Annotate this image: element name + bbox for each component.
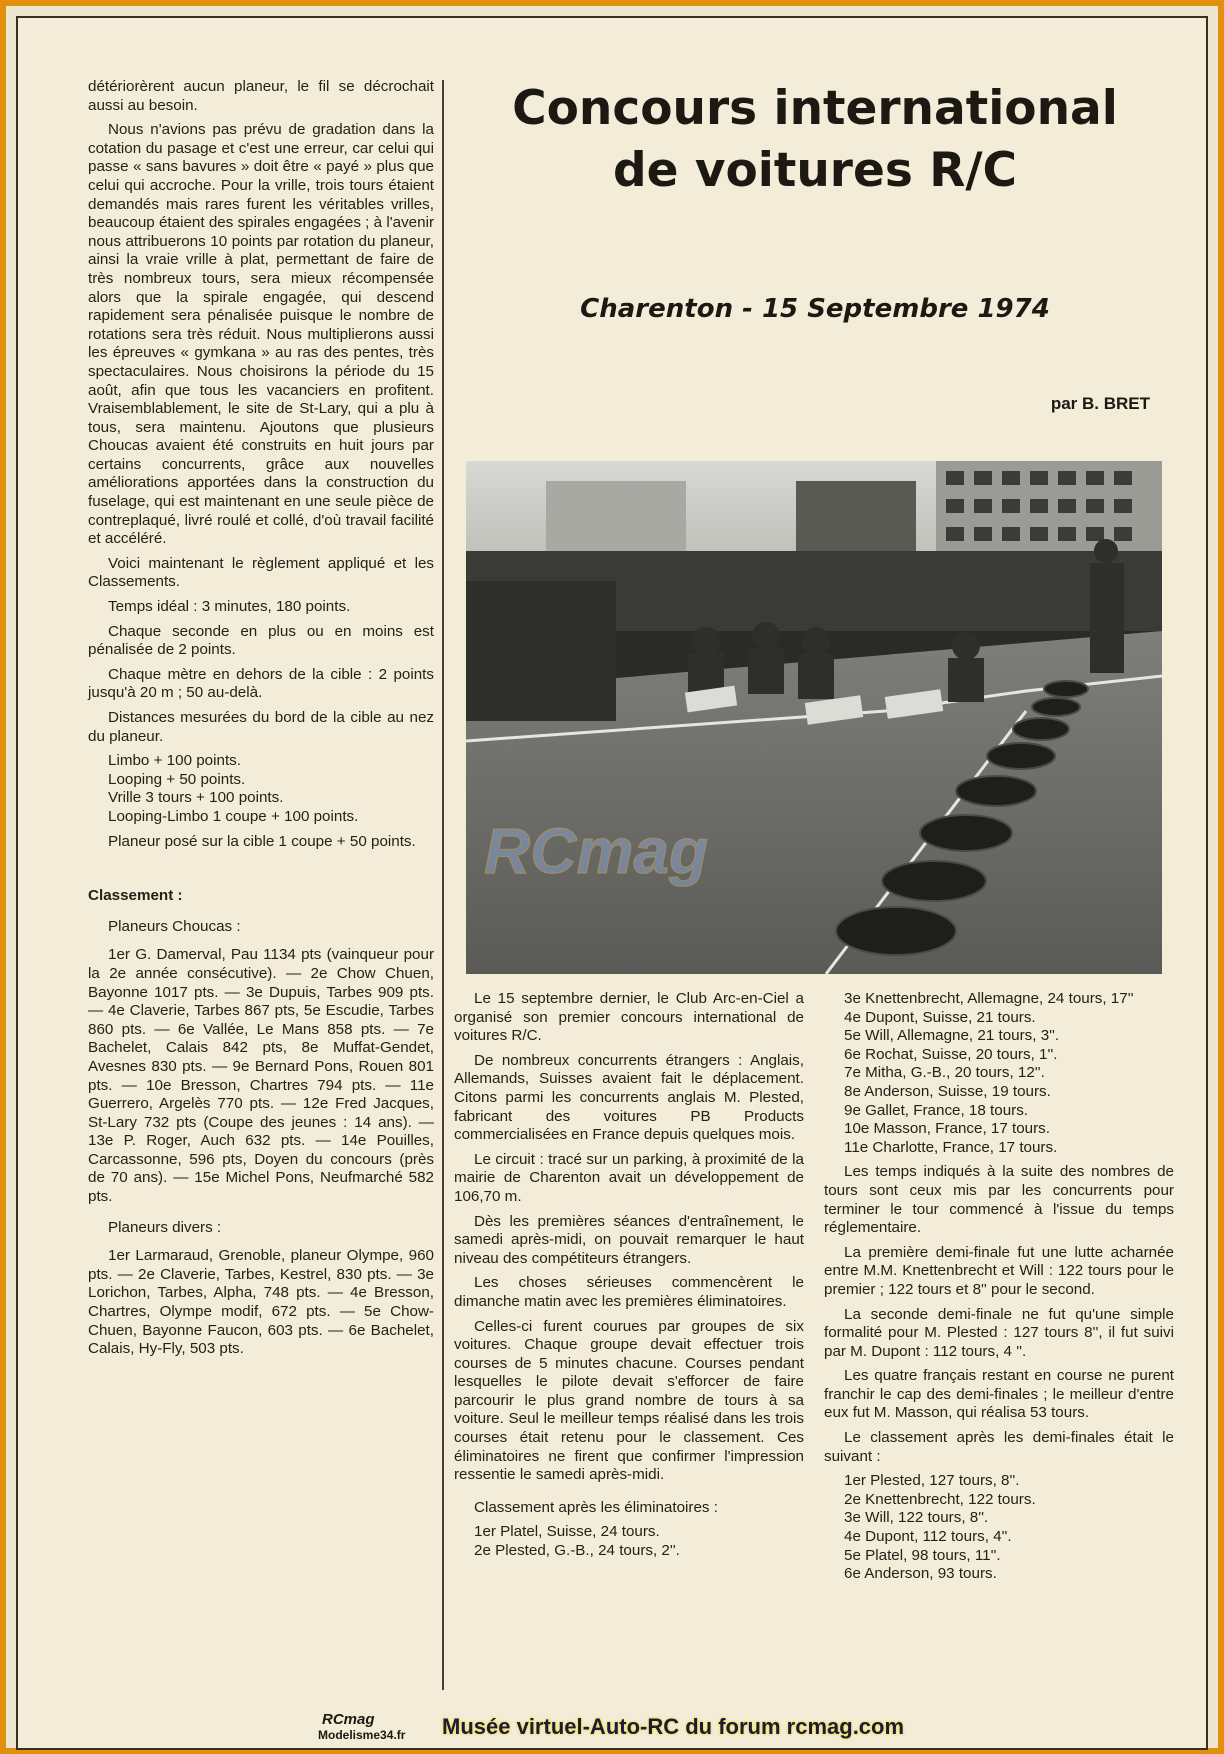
subsection-heading: Planeurs Choucas : — [108, 917, 241, 935]
result-item: 4e Dupont, 112 tours, 4''. — [844, 1528, 1012, 1546]
author-byline: par B. BRET — [1050, 394, 1150, 413]
result-item: 4e Dupont, Suisse, 21 tours. — [844, 1008, 1036, 1026]
column-left — [88, 78, 434, 1365]
section-heading: Classement : — [88, 887, 183, 905]
column-divider — [442, 80, 444, 1690]
result-item: 7e Mitha, G.-B., 20 tours, 12''. — [844, 1064, 1045, 1082]
result-item: 6e Rochat, Suisse, 20 tours, 1''. — [844, 1045, 1058, 1063]
photo-watermark: RCmag — [484, 815, 709, 887]
footer-caption: Musée virtuel-Auto-RC du forum rcmag.com — [442, 1714, 905, 1739]
paragraph: Voici maintenant le règlement appliqué et les Classements. — [88, 554, 434, 591]
result-item: 9e Gallet, France, 18 tours. — [844, 1101, 1029, 1119]
rule-item: Looping-Limbo 1 coupe + 100 points. — [108, 807, 359, 825]
paragraph: Le 15 septembre dernier, le Club Arc-en-Ciel a organisé son premier concours international de voitures R/C. — [454, 990, 804, 1045]
paragraph: détériorèrent aucun planeur, le fil se décrochait aussi au besoin. — [88, 78, 434, 114]
page-footer — [18, 1710, 1208, 1744]
paragraph: Le circuit : tracé sur un parking, à proximité de la mairie de Charenton avait un développement de 106,70 m. — [454, 1150, 804, 1205]
paragraph: Les quatre français restant en course ne purent franchir le cap des demi-finales ; le meilleur d'entre eux fut M. Masson, qui réalisa 53 tours. — [824, 1367, 1174, 1422]
result-item: 8e Anderson, Suisse, 19 tours. — [844, 1082, 1051, 1100]
paragraph: Celles-ci furent courues par groupes de six voitures. Chaque groupe devait effectuer trois courses de 5 minutes chacune. Courses pendant lesquelles le pilote devait s'efforcer de faire parcourir le plus grand nombre de tours à sa voiture. Seul le meilleur temps réalisé dans les trois courses était retenu pour le classement. Ces éliminatoires ne firent que confirmer l'impression ressentie le samedi après-midi. — [454, 1317, 804, 1484]
paragraph: Le classement après les demi-finales était le suivant : — [824, 1429, 1174, 1465]
column-middle — [454, 990, 804, 1561]
paragraph: Dès les premières séances d'entraînement, le samedi après-midi, on pouvait remarquer le haut niveau des compétiteurs étrangers. — [454, 1212, 804, 1267]
paragraph: Distances mesurées du bord de la cible au nez du planeur. — [88, 709, 434, 745]
result-item: 2e Plested, G.-B., 24 tours, 2''. — [474, 1542, 680, 1560]
result-item: 1er Plested, 127 tours, 8''. — [844, 1472, 1020, 1490]
paragraph: De nombreux concurrents étrangers : Anglais, Allemands, Suisses avaient fait le déplacement. Citons parmi les concurrents anglais M. Plested, fabricant des voitures PB Products commercialisées en France depuis quelques mois. — [454, 1051, 804, 1144]
result-item: 11e Charlotte, France, 17 tours. — [844, 1138, 1058, 1156]
paragraph: La première demi-finale fut une lutte acharnée entre M.M. Knettenbrecht et Will : 122 tours pour le premier ; 122 tours et 8'' pour le second. — [824, 1243, 1174, 1298]
rule-item: Limbo + 100 points. — [108, 752, 241, 770]
subsection-heading: Planeurs divers : — [108, 1218, 222, 1236]
article-subtitle: Charenton - 15 Septembre 1974 — [580, 294, 1050, 324]
result-item: 3e Will, 122 tours, 8''. — [844, 1509, 989, 1527]
paragraph: Planeur posé sur la cible 1 coupe + 50 points. — [108, 832, 416, 850]
race-photo — [466, 461, 1162, 974]
article-title: Concours international de voitures R/C — [512, 81, 1118, 198]
rule-item: Vrille 3 tours + 100 points. — [108, 789, 284, 807]
paragraph: Les choses sérieuses commencèrent le dimanche matin avec les premières éliminatoires. — [454, 1274, 804, 1310]
paragraph: Chaque mètre en dehors de la cible : 2 points jusqu'à 20 m ; 50 au-delà. — [88, 665, 434, 702]
svg-text:RCmag: RCmag — [322, 1711, 375, 1728]
result-item: 1er Platel, Suisse, 24 tours. — [474, 1523, 660, 1541]
magazine-page — [16, 16, 1208, 1750]
result-item: 3e Knettenbrecht, Allemagne, 24 tours, 17'' — [844, 990, 1134, 1007]
result-item: 5e Will, Allemagne, 21 tours, 3''. — [844, 1027, 1060, 1045]
paragraph: Classement après les éliminatoires : — [474, 1498, 718, 1516]
paragraph: Chaque seconde en plus ou en moins est pénalisée de 2 points. — [88, 622, 434, 659]
rule-item: Looping + 50 points. — [108, 770, 246, 788]
result-item: 10e Masson, France, 17 tours. — [844, 1120, 1050, 1138]
svg-text:Modelisme34.fr: Modelisme34.fr — [318, 1728, 406, 1742]
paragraph: Nous n'avions pas prévu de gradation dans la cotation du pasage et c'est une erreur, car celui qui passe « sans bavures » doit être « payé » plus que celui qui accroche. Pour la vrille, trois tours étaient demandés mais rares furent les véritables vrilles, beaucoup étaient des spirales engagées ; à l'avenir nous attribuerons 10 points par rotation du planeur, ainsi la vraie vrille à plat, permettant de faire de très nombreux tours, sera mieux récompensée alors que la spirale engagée, qui descend rapidement sera pénalisée puisque le nombre de rotations sera très réduit. Nous multiplierons aussi les épreuves « gymkana » au ras des pentes, très spectaculaires. Nous choisirons la période du 15 août, afin que tous les vacanciers en profitent. Vraisemblablement, le site de St-Lary, qui a plu à tous, sera maintenu. Ajoutons que plusieurs Choucas avaient été construits en huit jours par certains concurrents, grâce aux nouvelles améliorations apportées dans la construction du fuselage, qui est maintenant en une seule pièce de contreplaqué, livré roulé et collé, d'où travail facilité et accéléré. — [88, 121, 434, 548]
result-item: 2e Knettenbrecht, 122 tours. — [844, 1490, 1036, 1508]
column-right — [824, 990, 1174, 1584]
results-paragraph: 1er Larmaraud, Grenoble, planeur Olympe, 960 pts. — 2e Claverie, Tarbes, Kestrel, 830 pts. — 3e Lorichon, Tarbes, Alpha, 748 pts. — 4e Bresson, Chartres, Olympe modif, 672 pts. — 5e Chow-Chuen, Bayonne Faucon, 603 pts. — 6e Bachelet, Calais, Hy-Fly, 503 pts. — [88, 1247, 434, 1358]
rcmag-logo — [318, 1710, 430, 1742]
paragraph: La seconde demi-finale ne fut qu'une simple formalité pour M. Plested : 127 tours 8'', il fut suivi par M. Dupont : 112 tours, 4 ''. — [824, 1305, 1174, 1360]
paragraph: Les temps indiqués à la suite des nombres de tours sont ceux mis par les concurrents pour terminer le tour commencé à l'issue du temps réglementaire. — [824, 1163, 1174, 1237]
results-paragraph: 1er G. Damerval, Pau 1134 pts (vainqueur pour la 2e année consécutive). — 2e Chow Chuen, Bayonne 1017 pts. — 3e Dupuis, Tarbes 909 pts. — 4e Claverie, Tarbes 867 pts, 5e Escudie, Tarbes 860 pts. — 6e Vallée, Le Mans 858 pts. — 7e Bachelet, Calais 842 pts, 8e Muffat-Gendet, Avesnes 830 pts. — 9e Bernard Pons, Rouen 801 pts. — 10e Bresson, Chartres 794 pts. — 11e Guerrero, Argelès 770 pts. — 12e Fred Jacques, St-Lary 732 pts (Coupe des jeunes : 14 ans). — 13e P. Roger, Auch 632 pts. — 14e Pouilles, Carcassonne, 596 pts, Doyen du concours (près de 70 ans). — 15e Michel Pons, Neufmarché 582 pts. — [88, 946, 434, 1206]
paragraph: Temps idéal : 3 minutes, 180 points. — [108, 598, 351, 616]
result-item: 6e Anderson, 93 tours. — [844, 1565, 997, 1583]
result-item: 5e Platel, 98 tours, 11''. — [844, 1546, 1001, 1564]
